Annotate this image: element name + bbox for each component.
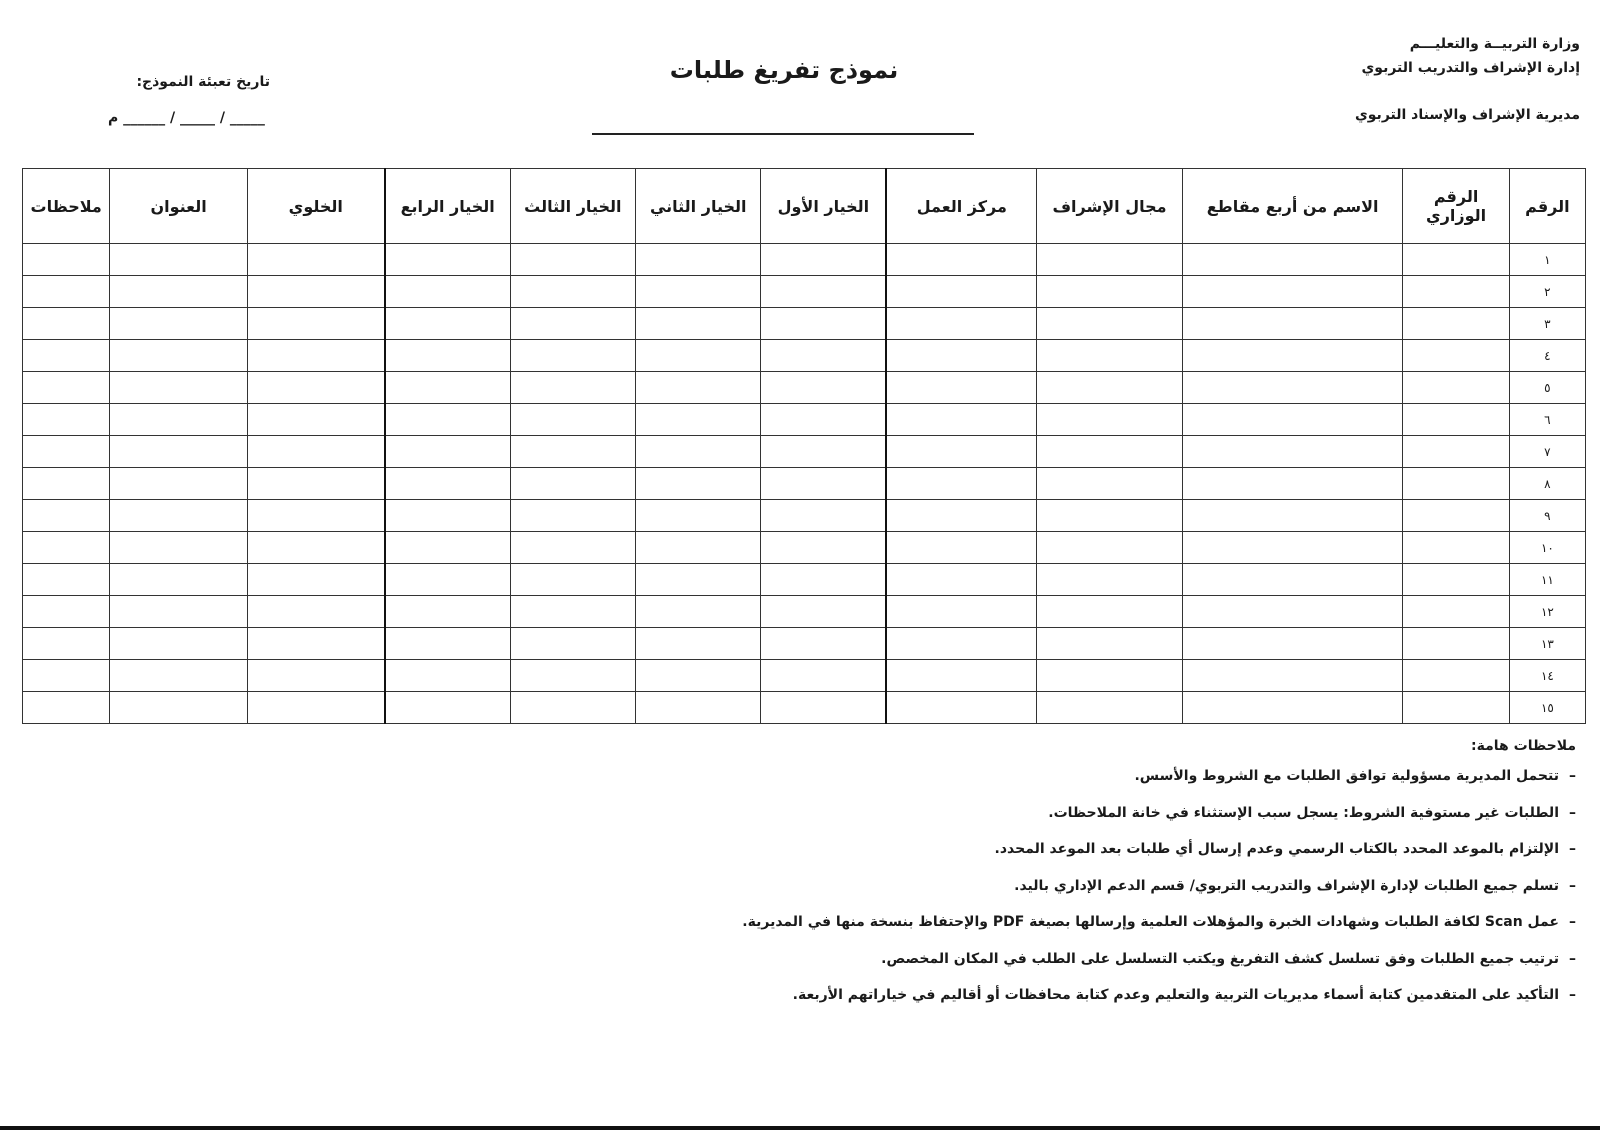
table-row: [23, 692, 1586, 724]
table-cell[interactable]: [247, 596, 384, 628]
table-cell[interactable]: [510, 468, 635, 500]
table-cell[interactable]: [1403, 276, 1509, 308]
table-cell[interactable]: [1037, 564, 1182, 596]
table-cell[interactable]: [1182, 436, 1403, 468]
table-cell[interactable]: [110, 244, 247, 276]
table-cell[interactable]: [886, 692, 1036, 724]
row-number: ١٥: [1509, 692, 1585, 724]
table-cell[interactable]: [385, 596, 510, 628]
note-dash: –: [1569, 841, 1576, 857]
table-cell[interactable]: [886, 596, 1036, 628]
table-cell[interactable]: [1403, 660, 1509, 692]
note-item: [742, 951, 1576, 988]
table-cell[interactable]: [1182, 532, 1403, 564]
table-cell[interactable]: [1403, 372, 1509, 404]
table-row: [23, 244, 1586, 276]
table-cell[interactable]: [1037, 372, 1182, 404]
title-underline: [592, 133, 974, 135]
table-cell[interactable]: [886, 372, 1036, 404]
table-cell[interactable]: [636, 276, 761, 308]
col-header: الخلوي: [247, 169, 384, 244]
note-text: التأكيد على المتقدمين كتابة أسماء مديريات التربية والتعليم وعدم كتابة محافظات أو أقاليم في خياراتهم الأربعة.: [792, 987, 1559, 1003]
table-cell[interactable]: [385, 308, 510, 340]
table-cell[interactable]: [1182, 404, 1403, 436]
table-cell[interactable]: [247, 244, 384, 276]
ministry-name: وزارة التربيــة والتعليـــم: [1409, 36, 1580, 52]
table-cell[interactable]: [510, 596, 635, 628]
table-cell[interactable]: [23, 564, 110, 596]
important-notes: [742, 738, 1576, 1024]
scan-edge: [0, 1126, 1600, 1130]
table-cell[interactable]: [886, 276, 1036, 308]
page-title: نموذج تفريغ طلبات: [669, 56, 899, 84]
table-cell[interactable]: [1182, 564, 1403, 596]
table-cell[interactable]: [886, 308, 1036, 340]
col-header: مركز العمل: [886, 169, 1036, 244]
note-text: الإلتزام بالموعد المحدد بالكتاب الرسمي وعدم إرسال أي طلبات بعد الموعد المحدد.: [994, 841, 1559, 857]
row-number: ١١: [1509, 564, 1585, 596]
col-header: الرقم الوزاري: [1403, 169, 1509, 244]
note-item: [742, 768, 1576, 805]
table-cell[interactable]: [1037, 692, 1182, 724]
row-number: ١٤: [1509, 660, 1585, 692]
table-row: [23, 628, 1586, 660]
table-cell[interactable]: [385, 468, 510, 500]
table-cell[interactable]: [636, 372, 761, 404]
table-cell[interactable]: [110, 468, 247, 500]
table-cell[interactable]: [1182, 468, 1403, 500]
col-header: مجال الإشراف: [1037, 169, 1182, 244]
table-cell[interactable]: [23, 468, 110, 500]
table-cell[interactable]: [1182, 660, 1403, 692]
row-number: ٧: [1509, 436, 1585, 468]
table-cell[interactable]: [761, 276, 886, 308]
note-text: تتحمل المديرية مسؤولية توافق الطلبات مع الشروط والأسس.: [1134, 768, 1559, 784]
table-cell[interactable]: [247, 660, 384, 692]
table-cell[interactable]: [886, 244, 1036, 276]
table-row: [23, 276, 1586, 308]
table-cell[interactable]: [636, 660, 761, 692]
table-cell[interactable]: [510, 372, 635, 404]
row-number: ١٣: [1509, 628, 1585, 660]
date-block: [108, 74, 308, 126]
table-cell[interactable]: [636, 436, 761, 468]
table-cell[interactable]: [247, 340, 384, 372]
table-cell[interactable]: [636, 244, 761, 276]
table-cell[interactable]: [110, 276, 247, 308]
table-row: [23, 372, 1586, 404]
row-number: ٣: [1509, 308, 1585, 340]
note-item: [742, 841, 1576, 878]
table-cell[interactable]: [247, 468, 384, 500]
table-cell[interactable]: [761, 500, 886, 532]
table-cell[interactable]: [761, 404, 886, 436]
col-header: الخيار الأول: [761, 169, 886, 244]
table-cell[interactable]: [110, 660, 247, 692]
table-cell[interactable]: [761, 628, 886, 660]
table-cell[interactable]: [636, 532, 761, 564]
table-cell[interactable]: [1403, 436, 1509, 468]
table-cell[interactable]: [1182, 244, 1403, 276]
table-cell[interactable]: [1037, 500, 1182, 532]
table-cell[interactable]: [1182, 692, 1403, 724]
table-cell[interactable]: [761, 308, 886, 340]
table-cell[interactable]: [886, 404, 1036, 436]
note-text: الطلبات غير مستوفية الشروط: يسجل سبب الإستثناء في خانة الملاحظات.: [1048, 804, 1559, 821]
table-cell[interactable]: [247, 404, 384, 436]
table-cell[interactable]: [247, 436, 384, 468]
table-cell[interactable]: [385, 372, 510, 404]
table-row: [23, 500, 1586, 532]
table-cell[interactable]: [385, 340, 510, 372]
table-row: [23, 564, 1586, 596]
table-cell[interactable]: [510, 340, 635, 372]
table-cell[interactable]: [1037, 276, 1182, 308]
directorate-name: مديرية الإشراف والإسناد التربوي: [1354, 107, 1580, 123]
table-cell[interactable]: [1403, 564, 1509, 596]
table-cell[interactable]: [1182, 596, 1403, 628]
date-field[interactable]: م ______ / _____ / _____: [108, 110, 265, 126]
table-cell[interactable]: [247, 628, 384, 660]
table-cell[interactable]: [23, 276, 110, 308]
note-text: ترتيب جميع الطلبات وفق تسلسل كشف التفريغ ويكتب التسلسل على الطلب في المكان المخصص.: [881, 950, 1559, 967]
table-cell[interactable]: [761, 468, 886, 500]
table-cell[interactable]: [385, 692, 510, 724]
table-cell[interactable]: [1403, 500, 1509, 532]
table-cell[interactable]: [110, 308, 247, 340]
table-row: [23, 436, 1586, 468]
table-cell[interactable]: [110, 340, 247, 372]
row-number: ١: [1509, 244, 1585, 276]
table-cell[interactable]: [510, 308, 635, 340]
table-cell[interactable]: [385, 532, 510, 564]
table-cell[interactable]: [1403, 468, 1509, 500]
table-cell[interactable]: [761, 436, 886, 468]
table-cell[interactable]: [1403, 308, 1509, 340]
table-cell[interactable]: [23, 692, 110, 724]
table-cell[interactable]: [23, 532, 110, 564]
table-cell[interactable]: [385, 436, 510, 468]
row-number: ٦: [1509, 404, 1585, 436]
col-header: الخيار الثالث: [510, 169, 635, 244]
table-cell[interactable]: [247, 564, 384, 596]
row-number: ٤: [1509, 340, 1585, 372]
table-cell[interactable]: [23, 436, 110, 468]
note-dash: –: [1569, 914, 1576, 930]
table-cell[interactable]: [761, 340, 886, 372]
table-cell[interactable]: [23, 372, 110, 404]
table-cell[interactable]: [886, 500, 1036, 532]
table-cell[interactable]: [23, 500, 110, 532]
table-cell[interactable]: [761, 596, 886, 628]
date-label: تاريخ تعبئة النموذج:: [136, 74, 270, 90]
table-cell[interactable]: [247, 372, 384, 404]
table-row: [23, 468, 1586, 500]
table-cell[interactable]: [886, 468, 1036, 500]
table-cell[interactable]: [886, 532, 1036, 564]
table-cell[interactable]: [510, 244, 635, 276]
table-cell[interactable]: [110, 564, 247, 596]
table-cell[interactable]: [1182, 500, 1403, 532]
table-cell[interactable]: [1037, 596, 1182, 628]
row-number: ١٢: [1509, 596, 1585, 628]
notes-title: ملاحظات هامة:: [1471, 738, 1576, 754]
table-cell[interactable]: [886, 340, 1036, 372]
table-cell[interactable]: [1403, 532, 1509, 564]
table-cell[interactable]: [385, 564, 510, 596]
table-cell[interactable]: [110, 532, 247, 564]
table-row: [23, 340, 1586, 372]
note-item: [742, 987, 1576, 1024]
table-cell[interactable]: [247, 532, 384, 564]
col-header: ملاحظات: [23, 169, 110, 244]
table-cell[interactable]: [636, 692, 761, 724]
table-cell[interactable]: [1037, 340, 1182, 372]
table-row: [23, 532, 1586, 564]
table-cell[interactable]: [110, 596, 247, 628]
table-cell[interactable]: [761, 372, 886, 404]
table-cell[interactable]: [1182, 276, 1403, 308]
table-cell[interactable]: [110, 404, 247, 436]
table-cell[interactable]: [510, 564, 635, 596]
table-row: [23, 660, 1586, 692]
table-cell[interactable]: [110, 372, 247, 404]
table-cell[interactable]: [636, 340, 761, 372]
table-cell[interactable]: [110, 692, 247, 724]
table-cell[interactable]: [1037, 404, 1182, 436]
table-cell[interactable]: [23, 244, 110, 276]
table-cell[interactable]: [247, 500, 384, 532]
table-cell[interactable]: [636, 564, 761, 596]
col-header: الاسم من أربع مقاطع: [1182, 169, 1403, 244]
note-item: [742, 805, 1576, 842]
table-cell[interactable]: [636, 500, 761, 532]
table-cell[interactable]: [385, 276, 510, 308]
table-cell[interactable]: [385, 660, 510, 692]
col-header: الرقم: [1509, 169, 1585, 244]
table-cell[interactable]: [636, 308, 761, 340]
table-body: [23, 244, 1586, 724]
table-cell[interactable]: [23, 340, 110, 372]
table-cell[interactable]: [510, 660, 635, 692]
table-cell[interactable]: [23, 404, 110, 436]
table-cell[interactable]: [886, 660, 1036, 692]
note-item: [742, 914, 1576, 951]
table-cell[interactable]: [247, 308, 384, 340]
table-cell[interactable]: [510, 692, 635, 724]
table-cell[interactable]: [761, 692, 886, 724]
row-number: ١٠: [1509, 532, 1585, 564]
table-cell[interactable]: [1403, 628, 1509, 660]
table-cell[interactable]: [636, 404, 761, 436]
table-cell[interactable]: [510, 436, 635, 468]
table-cell[interactable]: [1403, 340, 1509, 372]
table-cell[interactable]: [1037, 532, 1182, 564]
col-header: الخيار الرابع: [385, 169, 510, 244]
table-cell[interactable]: [23, 660, 110, 692]
table-cell[interactable]: [761, 660, 886, 692]
note-dash: –: [1569, 987, 1576, 1003]
table-cell[interactable]: [636, 628, 761, 660]
table-cell[interactable]: [247, 692, 384, 724]
table-cell[interactable]: [1403, 596, 1509, 628]
col-header: الخيار الثاني: [636, 169, 761, 244]
note-dash: –: [1569, 768, 1576, 784]
table-cell[interactable]: [23, 596, 110, 628]
table-cell[interactable]: [110, 628, 247, 660]
applications-table: [22, 168, 1586, 724]
note-dash: –: [1569, 877, 1576, 894]
table-cell[interactable]: [636, 468, 761, 500]
table-cell[interactable]: [1182, 628, 1403, 660]
note-item: [742, 878, 1576, 915]
table-cell[interactable]: [761, 244, 886, 276]
table-cell[interactable]: [886, 564, 1036, 596]
note-dash: –: [1569, 950, 1576, 967]
table-cell[interactable]: [1403, 404, 1509, 436]
notes-list: [742, 768, 1576, 1024]
table-cell[interactable]: [385, 628, 510, 660]
table-cell[interactable]: [510, 628, 635, 660]
table-cell[interactable]: [1037, 660, 1182, 692]
table-cell[interactable]: [510, 276, 635, 308]
table-row: [23, 404, 1586, 436]
table-cell[interactable]: [1037, 308, 1182, 340]
table-header-row: [23, 169, 1586, 244]
table-cell[interactable]: [23, 308, 110, 340]
table-cell[interactable]: [1403, 692, 1509, 724]
table-cell[interactable]: [1403, 244, 1509, 276]
table-cell[interactable]: [1037, 628, 1182, 660]
table-cell[interactable]: [385, 404, 510, 436]
table-cell[interactable]: [1037, 244, 1182, 276]
table-cell[interactable]: [636, 596, 761, 628]
table-cell[interactable]: [1182, 340, 1403, 372]
table-cell[interactable]: [510, 404, 635, 436]
note-text: عمل Scan لكافة الطلبات وشهادات الخبرة والمؤهلات العلمية وإرسالها بصيغة PDF والإحتفاظ بنسخة منها في المديرية.: [742, 914, 1559, 930]
table-cell[interactable]: [1037, 468, 1182, 500]
table-cell[interactable]: [247, 276, 384, 308]
table-cell[interactable]: [886, 628, 1036, 660]
table-cell[interactable]: [510, 532, 635, 564]
note-text: تسلم جميع الطلبات لإدارة الإشراف والتدريب التربوي/ قسم الدعم الإداري باليد.: [1014, 877, 1559, 894]
table-cell[interactable]: [1182, 308, 1403, 340]
col-header: العنوان: [110, 169, 247, 244]
table-cell[interactable]: [510, 500, 635, 532]
table-cell[interactable]: [23, 628, 110, 660]
note-dash: –: [1569, 804, 1576, 821]
row-number: ٨: [1509, 468, 1585, 500]
row-number: ٥: [1509, 372, 1585, 404]
table-cell[interactable]: [110, 436, 247, 468]
table-row: [23, 596, 1586, 628]
table-cell[interactable]: [886, 436, 1036, 468]
table-cell[interactable]: [1182, 372, 1403, 404]
table-cell[interactable]: [385, 500, 510, 532]
table-cell[interactable]: [761, 532, 886, 564]
table-cell[interactable]: [385, 244, 510, 276]
department-name: إدارة الإشراف والتدريب التربوي: [1361, 60, 1580, 76]
table-row: [23, 308, 1586, 340]
table-cell[interactable]: [1037, 436, 1182, 468]
row-number: ٢: [1509, 276, 1585, 308]
row-number: ٩: [1509, 500, 1585, 532]
table-cell[interactable]: [761, 564, 886, 596]
table-cell[interactable]: [110, 500, 247, 532]
